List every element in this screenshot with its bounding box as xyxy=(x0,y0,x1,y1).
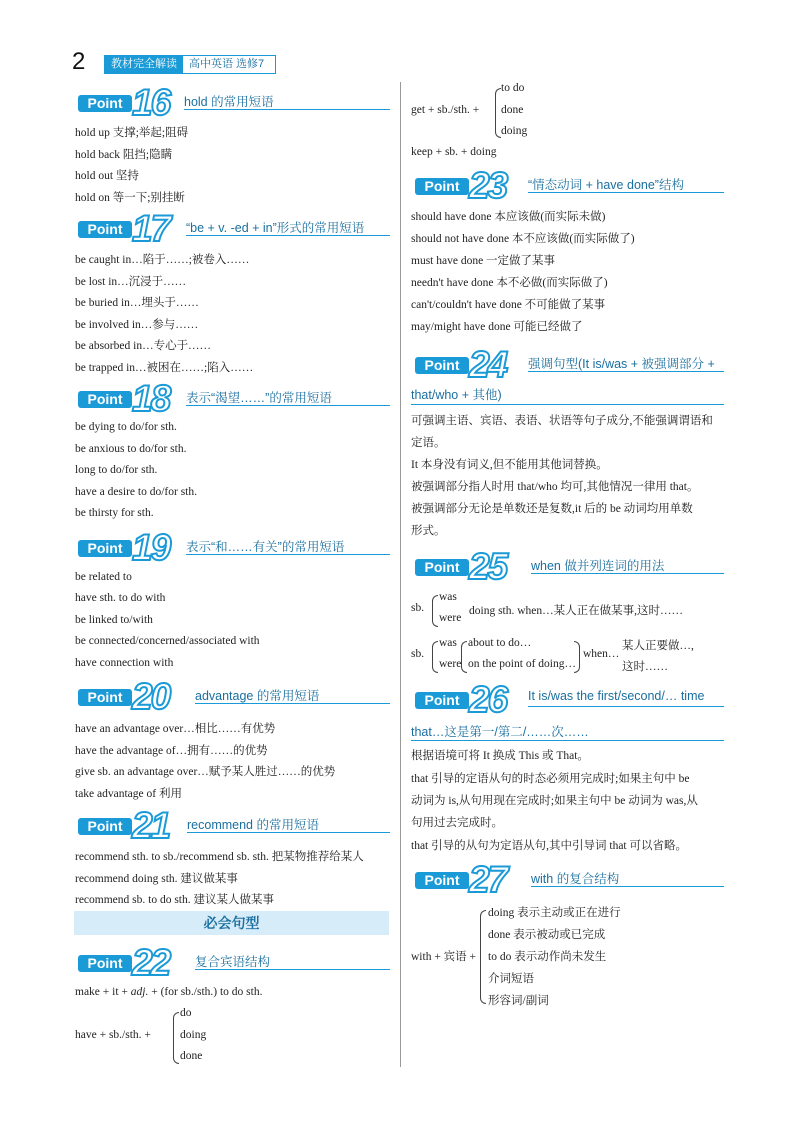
point-title: 强调句型(It is/was + 被强调部分 + xyxy=(528,357,715,371)
formula-part: + (for sb./sth.) to do sth. xyxy=(148,986,263,998)
brace-option: done xyxy=(501,104,524,116)
title-underline xyxy=(411,740,724,741)
phrase-line: hold on 等一下;别挂断 xyxy=(75,192,185,204)
point-label: Point xyxy=(78,95,132,112)
point-title: 表示“渴望……”的常用短语 xyxy=(186,391,332,405)
point-badge xyxy=(411,344,511,385)
point-badge xyxy=(411,859,511,900)
point-number: 18 xyxy=(132,378,170,419)
brace-option: to do 表示动作尚未发生 xyxy=(488,951,607,963)
phrase-line: recommend sth. to sb./recommend sb. sth. 把某物推荐给某人 xyxy=(75,851,364,863)
brace-option: done 表示被动或已完成 xyxy=(488,929,606,941)
brace-option: were xyxy=(439,612,462,624)
section-title: 必会句型 xyxy=(74,911,389,935)
point-label: Point xyxy=(415,178,469,195)
phrase-line: be lost in…沉浸于…… xyxy=(75,276,187,288)
phrase-line: have sth. to do with xyxy=(75,592,166,604)
page-number: 2 xyxy=(72,48,86,75)
phrase-line: hold out 坚持 xyxy=(75,170,139,182)
point-number: 25 xyxy=(469,546,507,587)
point-label: Point xyxy=(78,955,132,972)
brace-option: 形容词/副词 xyxy=(488,995,549,1007)
title-underline xyxy=(195,703,390,704)
point-number: 22 xyxy=(132,942,170,983)
phrase-line: should not have done 本不应该做(而实际做了) xyxy=(411,233,635,245)
phrase-line: have the advantage of…拥有……的优势 xyxy=(75,745,268,757)
point-label: Point xyxy=(415,692,469,709)
have-formula-lead: have + sb./sth. + xyxy=(75,1029,151,1041)
brace-option: was xyxy=(439,637,457,649)
point-title: recommend 的常用短语 xyxy=(187,818,319,832)
point-title: hold 的常用短语 xyxy=(184,95,274,109)
formula-subject: sb. xyxy=(411,648,425,660)
text-line: that 引导的从句为定语从句,其中引导词 that 可以省略。 xyxy=(411,840,687,852)
point-title: “be + v. -ed + in”形式的常用短语 xyxy=(186,221,365,235)
point-label: Point xyxy=(78,540,132,557)
formula-tail: 这时…… xyxy=(622,661,668,673)
title-underline xyxy=(184,109,390,110)
book-label: 高中英语 选修7 xyxy=(189,58,265,70)
point-title: “情态动词 + have done”结构 xyxy=(528,178,684,192)
point-number: 26 xyxy=(469,679,507,720)
point-label: Point xyxy=(78,689,132,706)
text-line: 可强调主语、宾语、表语、状语等句子成分,不能强调谓语和 xyxy=(411,415,713,427)
with-formula-lead: with + 宾语 + xyxy=(411,951,477,963)
left-brace xyxy=(461,641,467,673)
formula-tail: 某人正要做…, xyxy=(622,640,694,652)
phrase-line: may/might have done 可能已经做了 xyxy=(411,321,583,333)
title-underline xyxy=(528,706,724,707)
point-label: Point xyxy=(78,818,132,835)
point-title-continued: that/who + 其他) xyxy=(411,388,502,402)
text-line: It 本身没有词义,但不能用其他词替换。 xyxy=(411,459,608,471)
point-badge xyxy=(411,546,511,587)
point-number: 24 xyxy=(469,344,507,385)
text-line: 形式。 xyxy=(411,525,446,537)
phrase-line: can't/couldn't have done 不可能做了某事 xyxy=(411,299,606,311)
title-underline xyxy=(187,832,390,833)
title-underline xyxy=(186,235,390,236)
point-number: 21 xyxy=(132,805,170,846)
make-it-formula xyxy=(75,986,262,998)
phrase-line: be connected/concerned/associated with xyxy=(75,635,260,647)
keep-formula: keep + sb. + doing xyxy=(411,146,497,158)
point-badge xyxy=(74,378,174,419)
title-underline xyxy=(186,405,390,406)
formula-when: when… xyxy=(583,648,620,660)
point-title: when 做并列连词的用法 xyxy=(531,559,665,573)
title-underline xyxy=(528,192,724,193)
point-badge xyxy=(74,805,174,846)
left-brace xyxy=(480,910,486,1004)
point-label: Point xyxy=(415,872,469,889)
phrase-line: be related to xyxy=(75,571,132,583)
phrase-line: should have done 本应该做(而实际未做) xyxy=(411,211,606,223)
point-number: 27 xyxy=(469,859,507,900)
phrase-line: must have done 一定做了某事 xyxy=(411,255,556,267)
formula-tail: doing sth. when…某人正在做某事,这时…… xyxy=(469,605,684,617)
phrase-line: needn't have done 本不必做(而实际做了) xyxy=(411,277,608,289)
brace-option: were xyxy=(439,658,462,670)
point-number: 16 xyxy=(132,82,170,123)
point-title: It is/was the first/second/… time xyxy=(528,689,705,703)
phrase-line: be involved in…参与…… xyxy=(75,319,199,331)
title-underline xyxy=(186,554,390,555)
point-badge xyxy=(411,679,511,720)
phrase-line: long to do/for sth. xyxy=(75,464,158,476)
phrase-line: have a desire to do/for sth. xyxy=(75,486,197,498)
phrase-line: be linked to/with xyxy=(75,614,153,626)
left-brace xyxy=(432,641,438,673)
formula-subject: sb. xyxy=(411,602,425,614)
point-number: 19 xyxy=(132,527,170,568)
brace-option: was xyxy=(439,591,457,603)
brace-option: do xyxy=(180,1007,192,1019)
point-label: Point xyxy=(415,559,469,576)
phrase-line: hold up 支撑;举起;阻碍 xyxy=(75,127,189,139)
phrase-line: be anxious to do/for sth. xyxy=(75,443,187,455)
phrase-line: be buried in…埋头于…… xyxy=(75,297,199,309)
title-underline xyxy=(531,573,724,574)
header-banner xyxy=(104,55,276,74)
text-line: 被强调部分无论是单数还是复数,it 后的 be 动词均用单数 xyxy=(411,503,693,515)
phrase-line: be trapped in…被困在……;陷入…… xyxy=(75,362,254,374)
brace-option: to do xyxy=(501,82,525,94)
column-divider xyxy=(400,82,401,1067)
phrase-line: be absorbed in…专心于…… xyxy=(75,340,212,352)
phrase-line: be caught in…陷于……;被卷入…… xyxy=(75,254,250,266)
point-badge xyxy=(411,165,511,206)
phrase-line: hold back 阻挡;隐瞒 xyxy=(75,149,173,161)
title-underline xyxy=(195,969,390,970)
point-badge xyxy=(74,82,174,123)
brace-option: on the point of doing… xyxy=(468,658,576,670)
brace-option: doing xyxy=(180,1029,207,1041)
point-number: 20 xyxy=(132,676,170,717)
phrase-line: have connection with xyxy=(75,657,174,669)
phrase-line: recommend sb. to do sth. 建议某人做某事 xyxy=(75,894,274,906)
point-badge xyxy=(74,208,174,249)
point-title-continued: that…这是第一/第二/……次…… xyxy=(411,725,589,739)
series-label: 教材完全解读 xyxy=(105,56,183,73)
text-line: 根据语境可将 It 换成 This 或 That。 xyxy=(411,750,589,762)
right-brace xyxy=(574,641,580,673)
point-label: Point xyxy=(78,221,132,238)
text-line: that 引导的定语从句的时态必须用完成时;如果主句中 be xyxy=(411,773,690,785)
point-label: Point xyxy=(78,391,132,408)
point-number: 17 xyxy=(132,208,170,249)
point-label: Point xyxy=(415,357,469,374)
phrase-line: be thirsty for sth. xyxy=(75,507,154,519)
brace-option: doing 表示主动或正在进行 xyxy=(488,907,621,919)
text-line: 句用过去完成时。 xyxy=(411,817,503,829)
title-underline xyxy=(528,371,724,372)
point-title: 复合宾语结构 xyxy=(195,955,271,969)
point-number: 23 xyxy=(469,165,507,206)
left-brace xyxy=(173,1012,179,1064)
text-line: 动词为 is,从句用现在完成时;如果主句中 be 动词为 was,从 xyxy=(411,795,698,807)
text-line: 被强调部分指人时用 that/who 均可,其他情况一律用 that。 xyxy=(411,481,699,493)
point-title: with 的复合结构 xyxy=(531,872,620,886)
phrase-line: be dying to do/for sth. xyxy=(75,421,177,433)
text-line: 定语。 xyxy=(411,437,446,449)
phrase-line: take advantage of 利用 xyxy=(75,788,182,800)
phrase-line: recommend doing sth. 建议做某事 xyxy=(75,873,238,885)
point-badge xyxy=(74,676,174,717)
formula-part: make + it + xyxy=(75,986,131,998)
point-badge xyxy=(74,527,174,568)
formula-adj: adj. xyxy=(130,986,149,998)
point-title: 表示“和……有关”的常用短语 xyxy=(186,540,345,554)
left-brace xyxy=(432,595,438,627)
point-badge xyxy=(74,942,174,983)
title-underline xyxy=(411,404,724,405)
phrase-line: give sb. an advantage over…赋予某人胜过……的优势 xyxy=(75,766,336,778)
brace-option: done xyxy=(180,1050,203,1062)
title-underline xyxy=(531,886,724,887)
brace-option: about to do… xyxy=(468,637,532,649)
brace-option: doing xyxy=(501,125,528,137)
get-formula-lead: get + sb./sth. + xyxy=(411,104,480,116)
brace-option: 介词短语 xyxy=(488,973,534,985)
phrase-line: have an advantage over…相比……有优势 xyxy=(75,723,276,735)
point-title: advantage 的常用短语 xyxy=(195,689,320,703)
